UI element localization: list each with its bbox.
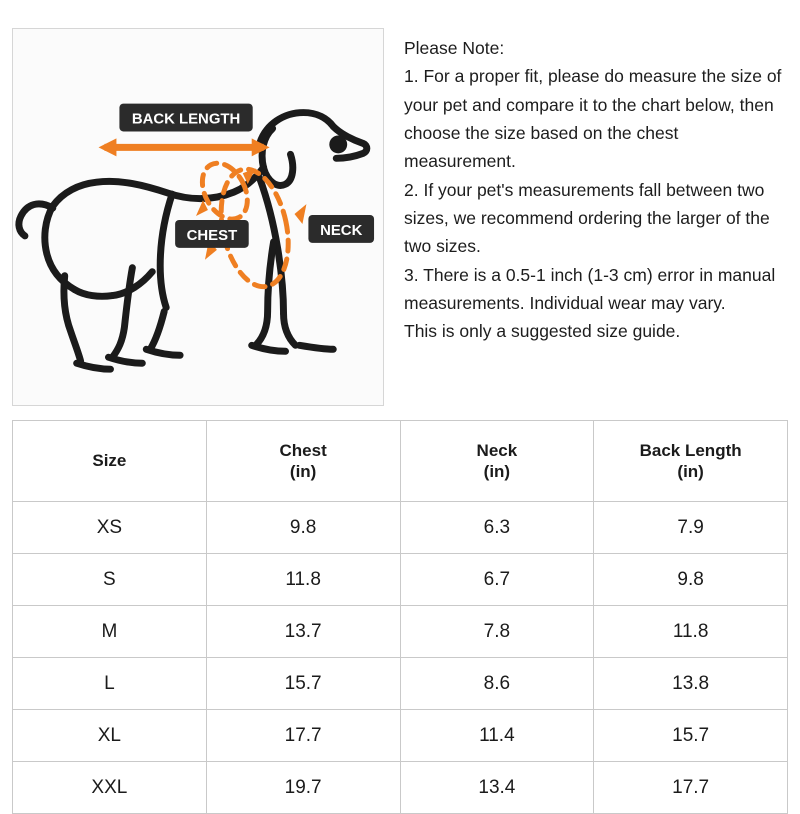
table-header-row [13,421,788,502]
cell-chest: 11.8 [206,554,400,606]
cell-size: M [13,606,207,658]
back-length-label-tag [119,104,252,132]
cell-size: S [13,554,207,606]
cell-neck: 7.8 [400,606,594,658]
chest-label: CHEST [186,227,238,244]
neck-label: NECK [320,222,363,239]
chest-label-tag [175,220,249,248]
dog-diagram-svg [13,29,383,405]
please-note-block [384,28,788,346]
note-line-2: 2. If your pet's measurements fall between two sizes, we recommend ordering the larger of the two sizes. [404,179,770,257]
cell-size: XXL [13,762,207,814]
header-size-main: Size [92,451,127,471]
header-back-length [594,421,788,502]
header-back-length-main: Back Length [639,440,742,460]
header-back-length-unit: (in) [677,462,704,481]
table-header [13,421,788,502]
cell-neck: 13.4 [400,762,594,814]
cell-chest: 15.7 [206,658,400,710]
cell-size: XL [13,710,207,762]
header-chest-main: Chest [279,440,327,460]
top-section [0,0,800,406]
table-row [13,606,788,658]
back-length-measure-arrow [99,138,270,156]
header-size [13,421,207,502]
size-chart-table-wrapper [12,420,788,814]
cell-neck: 11.4 [400,710,594,762]
header-neck [400,421,594,502]
size-chart-table [12,420,788,814]
note-line-1: 1. For a proper fit, please do measure the size of your pet and compare it to the chart below, then choose the size based on the chest measurement. [404,66,782,172]
cell-size: XS [13,502,207,554]
note-line-4: This is only a suggested size guide. [404,321,681,342]
cell-back: 7.9 [594,502,788,554]
cell-back: 13.8 [594,658,788,710]
cell-chest: 9.8 [206,502,400,554]
note-line-3: 3. There is a 0.5-1 inch (1-3 cm) error in manual measurements. Individual wear may vary. [404,264,776,314]
table-body [13,502,788,814]
cell-back: 11.8 [594,606,788,658]
table-row [13,554,788,606]
cell-size: L [13,658,207,710]
cell-neck: 6.3 [400,502,594,554]
table-row [13,710,788,762]
table-row [13,762,788,814]
header-neck-unit: (in) [483,462,511,481]
cell-neck: 8.6 [400,658,594,710]
cell-chest: 17.7 [206,710,400,762]
dog-eye [329,135,347,153]
cell-neck: 6.7 [400,554,594,606]
header-chest [206,421,400,502]
cell-back: 9.8 [594,554,788,606]
note-heading: Please Note: [404,38,505,58]
table-row [13,658,788,710]
cell-chest: 13.7 [206,606,400,658]
header-neck-main: Neck [476,440,518,460]
neck-label-tag [308,215,374,243]
table-row [13,502,788,554]
chest-arrow-head [294,204,306,224]
dog-measurement-diagram [12,28,384,406]
cell-back: 17.7 [594,762,788,814]
header-chest-unit: (in) [289,462,317,481]
cell-chest: 19.7 [206,762,400,814]
cell-back: 15.7 [594,710,788,762]
back-length-label: BACK LENGTH [131,111,241,128]
